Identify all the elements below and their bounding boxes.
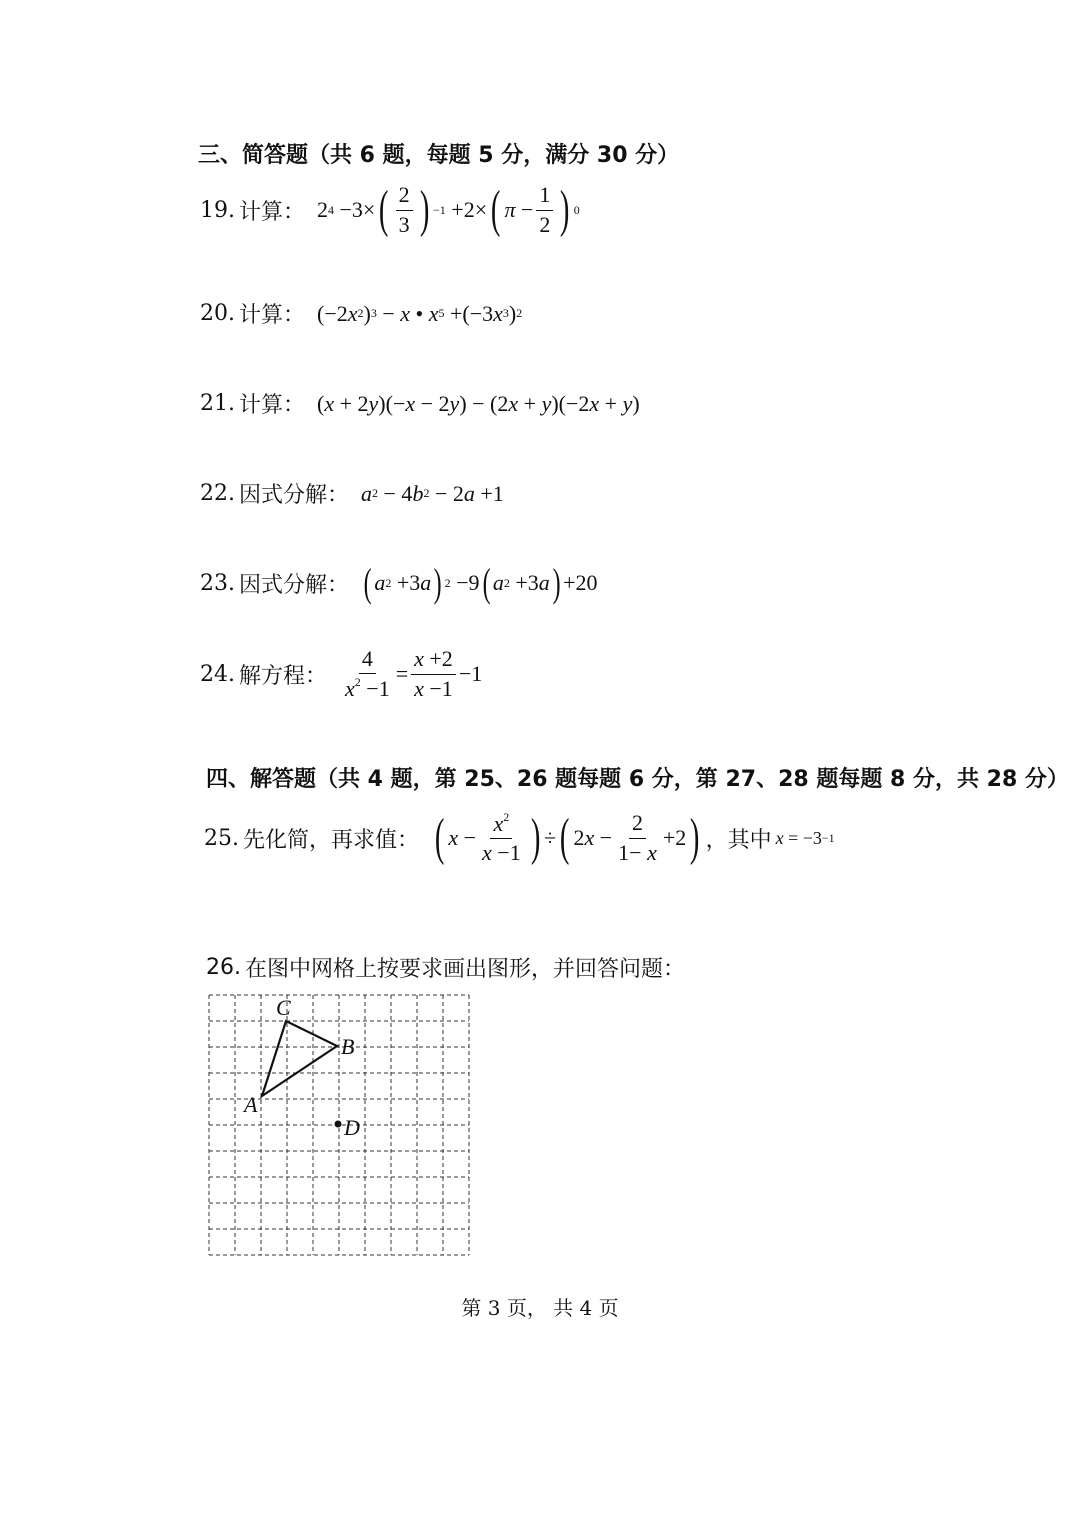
q24-number: 24.: [200, 661, 235, 687]
q23-expression: ( a 2 +3 a ) 2 −9 ( a 2 +3 a ) +20: [363, 560, 598, 605]
q26-text: 在图中网格上按要求画出图形，并回答问题：: [245, 957, 686, 982]
q23-label: 因式分解：: [239, 572, 350, 598]
q25-value: x = −3 −1: [775, 827, 835, 848]
question-20: [200, 298, 522, 329]
q20-label: 计算：: [239, 303, 306, 328]
question-26: [206, 952, 685, 983]
grid-figure: [206, 990, 476, 1269]
question-22: [200, 478, 504, 509]
section-3-title: 三、简答题（共 6 题，每题 5 分，满分 30 分）: [198, 143, 680, 168]
q21-number: 21.: [200, 391, 235, 416]
q23-number: 23.: [200, 570, 235, 596]
q22-expression: a 2 − 4 b 2 − 2 a +1: [361, 480, 504, 506]
q24-expression: $\frac{4}{x^2 -1}$ = $\frac{x +2}{x -1}$ −1: [345, 645, 483, 701]
question-23: [200, 560, 598, 606]
section-4-title: 四、解答题（共 4 题，第 25、26 题每题 6 分，第 27、28 题每题 8 分，共 28 分）: [206, 767, 1069, 792]
label-c: C: [276, 995, 291, 1020]
question-21: [200, 388, 640, 419]
label-b: B: [341, 1034, 355, 1059]
triangle-abc: [262, 1021, 337, 1096]
q24-label: 解方程：: [239, 663, 328, 689]
point-d: [335, 1121, 342, 1128]
question-19: [200, 180, 580, 240]
q25-number: 25.: [204, 825, 239, 851]
q20-number: 20.: [200, 301, 235, 326]
q22-number: 22.: [200, 481, 235, 506]
q19-label: 计算：: [239, 199, 306, 225]
q20-expression: (−2 x 2 ) 3 − x • x 5 +(−3 x 3 ) 2: [317, 300, 523, 326]
q25-where: ，其中: [705, 827, 772, 853]
q19-expression: 2 4 −3× ( $\frac{2}{3}$ ) −1 +2× ( π − $\frac{1}{2}$ ) 0: [317, 181, 580, 238]
q26-number: 26.: [206, 955, 241, 980]
label-a: A: [244, 1092, 258, 1117]
q25-expression: ( x − $\frac{x^2}{x -1}$ ) ÷ ( 2 x − $\frac{2}{1- x}$ +2 ): [434, 809, 700, 866]
q21-label: 计算：: [239, 393, 306, 418]
grid-svg: [206, 990, 476, 1265]
question-24: [200, 646, 482, 702]
q19-number: 19.: [200, 197, 235, 223]
q25-label: 先化简，再求值：: [243, 827, 420, 853]
question-25: [204, 806, 835, 870]
q22-label: 因式分解：: [239, 483, 350, 508]
page-footer: 第 3 页， 共 4 页: [461, 1296, 619, 1320]
q21-expression: ( x + 2 y )(− x − 2 y ) − (2 x + y )(−2 x + y ): [317, 390, 640, 416]
label-d: D: [344, 1115, 360, 1140]
